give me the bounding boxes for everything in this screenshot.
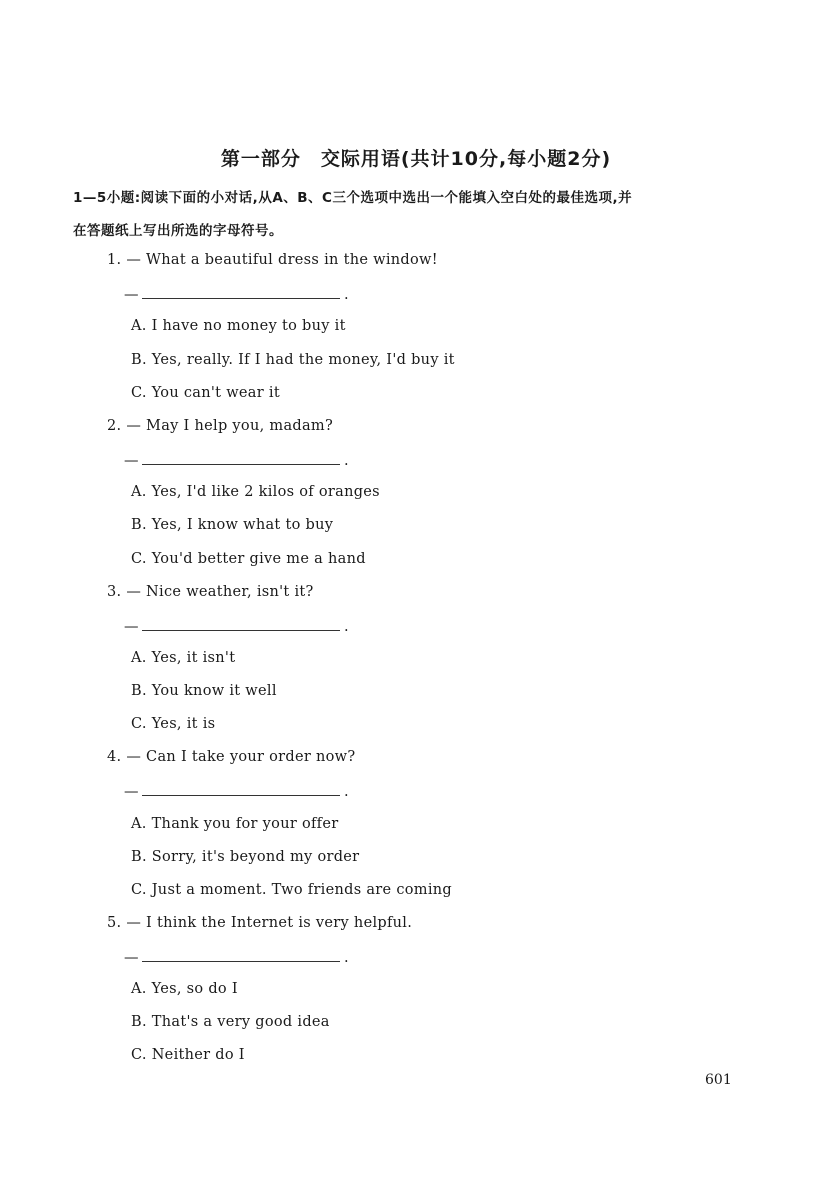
question-5-answer-blank[interactable]: [124, 949, 349, 966]
question-4-prompt: 4. — Can I take your order now?: [107, 749, 356, 765]
blank-line: [142, 452, 340, 465]
question-3-prompt: 3. — Nice weather, isn't it?: [107, 584, 314, 600]
answer-dash: —: [124, 619, 139, 635]
blank-line: [142, 618, 340, 631]
page-number: 601: [705, 1072, 732, 1088]
question-1-prompt: 1. — What a beautiful dress in the window!: [107, 252, 438, 268]
answer-dash: —: [124, 950, 139, 966]
answer-dash: —: [124, 287, 139, 303]
question-3-option-b: B. You know it well: [131, 683, 277, 699]
question-1-option-a: A. I have no money to buy it: [131, 318, 346, 334]
question-2-option-c: C. You'd better give me a hand: [131, 551, 366, 567]
instruction-line-1: 1—5小题:阅读下面的小对话,从A、B、C三个选项中选出一个能填入空白处的最佳选项,并: [73, 190, 633, 206]
question-5-option-b: B. That's a very good idea: [131, 1014, 330, 1030]
question-1-option-b: B. Yes, really. If I had the money, I'd buy it: [131, 352, 455, 368]
instruction-line-2: 在答题纸上写出所选的字母符号。: [73, 223, 283, 239]
question-3-answer-blank[interactable]: [124, 618, 349, 635]
answer-period: .: [344, 619, 349, 635]
blank-line: [142, 783, 340, 796]
question-2-option-b: B. Yes, I know what to buy: [131, 517, 334, 533]
question-5-option-a: A. Yes, so do I: [131, 981, 238, 997]
question-3-option-c: C. Yes, it is: [131, 716, 216, 732]
question-4-answer-blank[interactable]: [124, 783, 349, 800]
blank-line: [142, 286, 340, 299]
question-2-prompt: 2. — May I help you, madam?: [107, 418, 334, 434]
question-5-option-c: C. Neither do I: [131, 1047, 245, 1063]
answer-dash: —: [124, 453, 139, 469]
answer-period: .: [344, 950, 349, 966]
question-1-answer-blank[interactable]: [124, 286, 349, 303]
section-title: 第一部分 交际用语(共计10分,每小题2分): [220, 148, 612, 170]
question-1-option-c: C. You can't wear it: [131, 385, 280, 401]
question-4-option-b: B. Sorry, it's beyond my order: [131, 849, 360, 865]
question-4-option-a: A. Thank you for your offer: [131, 816, 339, 832]
question-2-answer-blank[interactable]: [124, 452, 349, 469]
answer-period: .: [344, 784, 349, 800]
question-5-prompt: 5. — I think the Internet is very helpful.: [107, 915, 413, 931]
question-4-option-c: C. Just a moment. Two friends are coming: [131, 882, 452, 898]
question-3-option-a: A. Yes, it isn't: [131, 650, 236, 666]
question-2-option-a: A. Yes, I'd like 2 kilos of oranges: [131, 484, 380, 500]
answer-dash: —: [124, 784, 139, 800]
answer-period: .: [344, 287, 349, 303]
blank-line: [142, 949, 340, 962]
answer-period: .: [344, 453, 349, 469]
